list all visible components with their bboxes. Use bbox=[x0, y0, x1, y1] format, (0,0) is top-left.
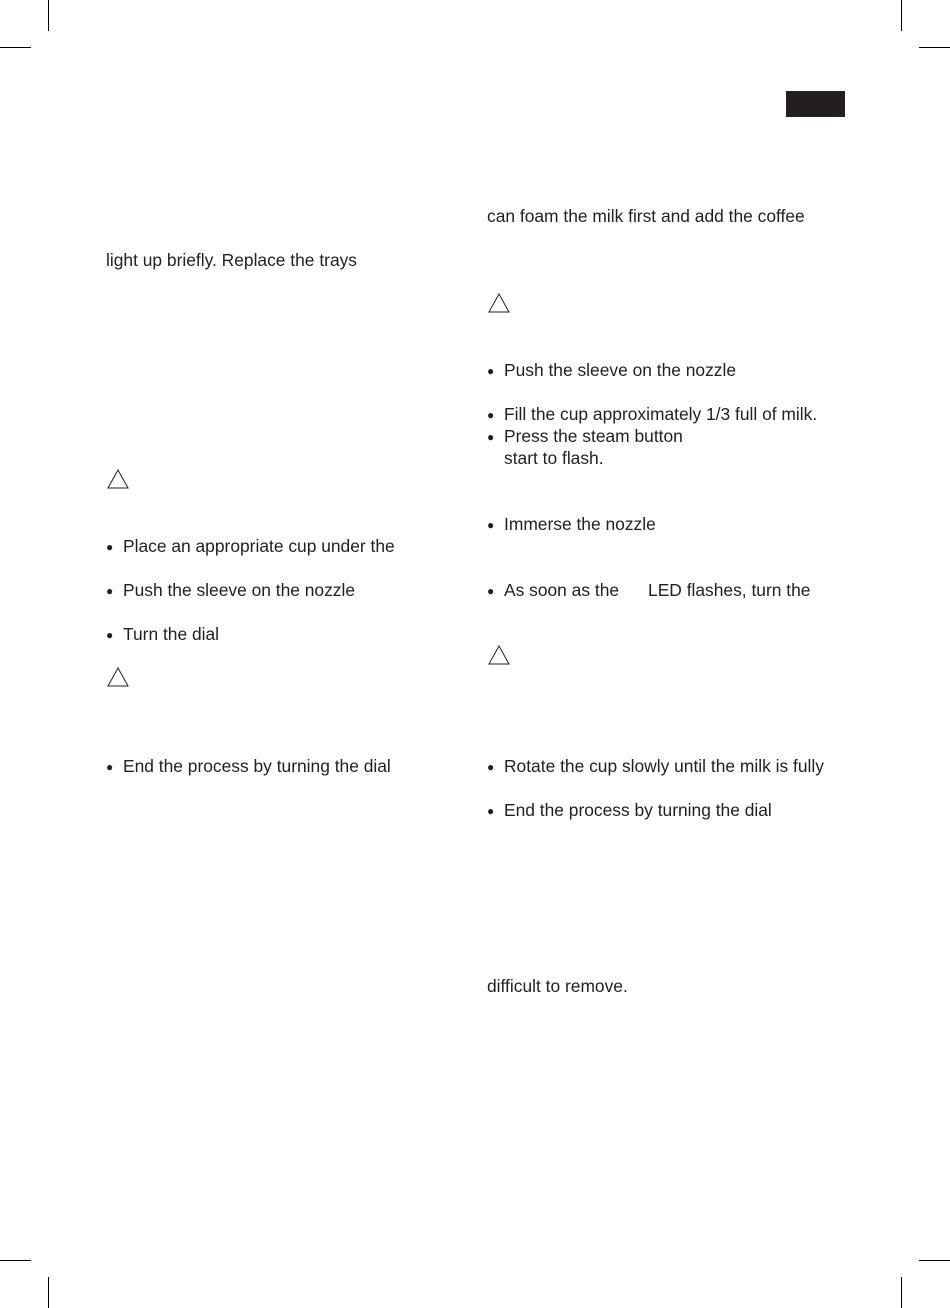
crop-mark-top-left-horizontal bbox=[0, 47, 31, 48]
left-bullet-push-sleeve: Push the sleeve on the nozzle bbox=[123, 580, 356, 600]
warning-triangle-icon bbox=[107, 667, 129, 687]
bullet-dot: ● bbox=[487, 518, 495, 532]
bullet-dot: ● bbox=[106, 760, 114, 774]
crop-mark-bottom-left-horizontal bbox=[0, 1260, 31, 1261]
text-line-start-flash: start to flash. bbox=[504, 448, 604, 468]
bullet-dot: ● bbox=[487, 364, 495, 378]
warning-triangle-icon bbox=[107, 469, 129, 489]
right-bullet-immerse: Immerse the nozzle bbox=[504, 514, 656, 534]
right-bullet-rotate-cup: Rotate the cup slowly until the milk is fully bbox=[504, 756, 824, 776]
text-line-difficult: difficult to remove. bbox=[487, 976, 628, 996]
bullet-dot: ● bbox=[487, 430, 495, 444]
right-bullet-push-sleeve: Push the sleeve on the nozzle bbox=[504, 360, 737, 380]
bullet-dot: ● bbox=[487, 804, 495, 818]
bullet-dot: ● bbox=[106, 540, 114, 554]
bullet-dot: ● bbox=[106, 584, 114, 598]
crop-mark-bottom-right-horizontal bbox=[919, 1260, 950, 1261]
crop-mark-top-right-vertical bbox=[901, 0, 902, 31]
right-bullet-fill-cup: Fill the cup approximately 1/3 full of milk. bbox=[504, 404, 818, 424]
bullet-dot: ● bbox=[487, 408, 495, 422]
right-bullet-led-flashes: As soon as the LED flashes, turn the bbox=[504, 580, 811, 600]
crop-mark-top-right-horizontal bbox=[919, 47, 950, 48]
crop-mark-bottom-right-vertical bbox=[901, 1277, 902, 1308]
crop-mark-bottom-left-vertical bbox=[48, 1277, 49, 1308]
left-bullet-turn-dial: Turn the dial bbox=[123, 624, 220, 644]
left-bullet-end-process: End the process by turning the dial bbox=[123, 756, 391, 776]
language-tab bbox=[786, 91, 845, 117]
warning-triangle-icon bbox=[488, 293, 510, 313]
bullet-dot: ● bbox=[106, 628, 114, 642]
bullet-dot: ● bbox=[487, 584, 495, 598]
left-bullet-place-cup: Place an appropriate cup under the bbox=[123, 536, 395, 556]
right-bullet-press-steam: Press the steam button bbox=[504, 426, 683, 446]
right-bullet-end-process: End the process by turning the dial bbox=[504, 800, 772, 820]
bullet-dot: ● bbox=[487, 760, 495, 774]
text-line-trays: light up briefly. Replace the trays bbox=[106, 250, 358, 270]
text-line-foam: can foam the milk first and add the coffee bbox=[487, 206, 805, 226]
crop-mark-top-left-vertical bbox=[48, 0, 49, 31]
warning-triangle-icon bbox=[488, 645, 510, 665]
